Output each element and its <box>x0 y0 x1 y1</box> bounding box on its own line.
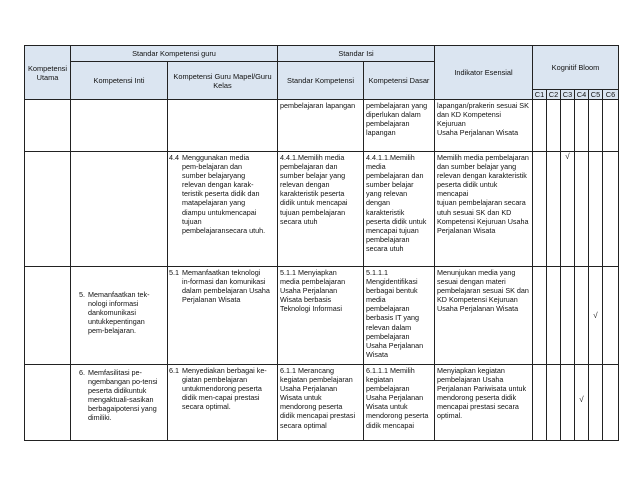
kompetensi-dasar-cell <box>364 267 435 365</box>
bloom-c3-cell <box>561 100 575 152</box>
header-indikator-esensial: Indikator Esensial <box>435 46 533 100</box>
header-bloom-c1: C1 <box>533 90 547 100</box>
standar-kompetensi-text: 5.1.1 Menyiapkan media pembelajaran Usaha Perjalanan Wisata berbasis Teknologi Informasi <box>280 268 346 314</box>
standar-kompetensi-text: 6.1.1 Merancang kegiatan pembelajaran Usaha Perjalanan Wisata untuk mendorong peserta didik mencapai prestasi secara optimal <box>280 366 356 430</box>
bloom-check-mark: √ <box>593 311 598 320</box>
kompetensi-inti-cell <box>71 267 168 365</box>
kompetensi-inti-cell <box>71 365 168 441</box>
header-standar-kompetensi-guru: Standar Kompetensi guru <box>71 46 278 62</box>
indikator-esensial-cell <box>435 100 533 152</box>
kompetensi-inti-text: Memfasilitasi pe- ngembangan po-tensi peserta didikuntuk mengaktuali-sasikan berbagaipotensi yang dimiliki. <box>88 368 158 423</box>
bloom-c1-cell <box>533 152 547 267</box>
kompetensi-inti-cell <box>71 152 168 267</box>
kompetensi-guru-text: Menggunakan media pem-belajaran dan sumber belajaryang relevan dengan karak- teristik peserta didik dan matapelajaran yang diampu untukmencapai tujuan pembelajaransecara utuh. <box>182 153 266 235</box>
bloom-c1-cell <box>533 267 547 365</box>
competency-table-sheet <box>24 45 618 441</box>
kompetensi-utama-cell <box>25 152 71 267</box>
competency-table <box>24 45 619 441</box>
indikator-esensial-text: Memilih media pembelajaran dan sumber belajar yang relevan dengan karakteristik peserta didik untuk mencapai tujuan pembelajaran secara utuh sesuai SK dan KD Kompetensi Kejuruan Usaha Perjalanan Wisata <box>437 153 529 235</box>
header-kognitif-bloom: Kognitif Bloom <box>533 46 619 90</box>
kompetensi-guru-mapel-cell <box>168 365 278 441</box>
bloom-c3-cell <box>561 267 575 365</box>
header-bloom-c2: C2 <box>547 90 561 100</box>
kompetensi-inti-text: Memanfaatkan tek- nologi informasi dankomunikasi untukkepentingan pem-belajaran. <box>88 290 150 336</box>
bloom-c4-cell <box>575 267 589 365</box>
kompetensi-utama-cell <box>25 267 71 365</box>
kompetensi-dasar-cell <box>364 152 435 267</box>
bloom-c2-cell <box>547 365 561 441</box>
bloom-c6-cell <box>603 365 619 441</box>
kompetensi-guru-text: Memanfaatkan teknologi in-formasi dan komunikasi dalam pembelajaran Usaha Perjalanan Wisata <box>182 268 270 305</box>
kompetensi-dasar-text: 4.4.1.1.Memilih media pembelajaran dan sumber belajar yang relevan dengan karakteristik peserta didik untuk mencapai tujuan pembelajaran secara utuh <box>366 153 427 253</box>
bloom-c6-cell <box>603 152 619 267</box>
bloom-c1-cell <box>533 100 547 152</box>
header-bloom-c6: C6 <box>603 90 619 100</box>
kompetensi-inti-number: 6. <box>79 368 85 377</box>
bloom-check-mark: √ <box>579 395 584 404</box>
indikator-esensial-cell <box>435 365 533 441</box>
bloom-c1-cell <box>533 365 547 441</box>
indikator-esensial-text: Menyiapkan kegiatan pembelajaran Usaha Perjalanan Pariwisata untuk mendorong peserta didik mencapai prestasi secara optimal. <box>437 366 527 421</box>
kompetensi-dasar-text: pembelajaran yang diperlukan dalam pembelajaran lapangan <box>366 101 428 138</box>
header-bloom-c4: C4 <box>575 90 589 100</box>
kompetensi-guru-number: 4.4 <box>169 153 179 162</box>
indikator-esensial-cell <box>435 152 533 267</box>
bloom-c5-cell <box>589 267 603 365</box>
bloom-c2-cell <box>547 267 561 365</box>
header-standar-kompetensi: Standar Kompetensi <box>278 62 364 100</box>
indikator-esensial-text: Menunjukan media yang sesuai dengan materi pembelajaran sesuai SK dan KD Kompetensi Kejuruan Usaha Perjalanan Wisata <box>437 268 529 314</box>
table-row <box>25 100 619 152</box>
bloom-c3-cell <box>561 365 575 441</box>
bloom-c6-cell <box>603 267 619 365</box>
header-kompetensi-guru-mapel: Kompetensi Guru Mapel/Guru Kelas <box>168 62 278 100</box>
header-kompetensi-inti: Kompetensi Inti <box>71 62 168 100</box>
kompetensi-guru-number: 5.1 <box>169 268 179 277</box>
bloom-c4-cell <box>575 365 589 441</box>
kompetensi-guru-mapel-cell <box>168 100 278 152</box>
header-standar-isi: Standar Isi <box>278 46 435 62</box>
standar-kompetensi-cell <box>278 267 364 365</box>
kompetensi-guru-mapel-cell <box>168 152 278 267</box>
header-bloom-c3: C3 <box>561 90 575 100</box>
bloom-c5-cell <box>589 100 603 152</box>
header-kompetensi-utama: Kompetensi Utama <box>25 46 71 100</box>
kompetensi-inti-cell <box>71 100 168 152</box>
kompetensi-dasar-cell <box>364 365 435 441</box>
kompetensi-inti-number: 5. <box>79 290 85 299</box>
kompetensi-utama-cell <box>25 365 71 441</box>
kompetensi-guru-mapel-cell <box>168 267 278 365</box>
indikator-esensial-text: lapangan/prakerin sesuai SK dan KD Kompetensi Kejuruan Usaha Perjalanan Wisata <box>437 101 529 138</box>
table-row <box>25 152 619 267</box>
header-bloom-c5: C5 <box>589 90 603 100</box>
kompetensi-dasar-text: 6.1.1.1 Memilih kegiatan pembelajaran Usaha Perjalanan Wisata untuk mendorong peserta didik mencapai <box>366 366 429 430</box>
kompetensi-dasar-cell <box>364 100 435 152</box>
bloom-c3-cell <box>561 152 575 267</box>
bloom-c4-cell <box>575 100 589 152</box>
standar-kompetensi-cell <box>278 152 364 267</box>
standar-kompetensi-cell <box>278 100 364 152</box>
bloom-c2-cell <box>547 100 561 152</box>
bloom-c5-cell <box>589 152 603 267</box>
standar-kompetensi-cell <box>278 365 364 441</box>
standar-kompetensi-text: 4.4.1.Memilih media pembelajaran dan sumber belajar yang relevan dengan karakteristik peserta didik untuk mencapai tujuan pembelajaran secara utuh <box>280 153 348 226</box>
table-row <box>25 267 619 365</box>
bloom-check-mark: √ <box>565 152 570 161</box>
bloom-c6-cell <box>603 100 619 152</box>
kompetensi-guru-text: Menyediakan berbagai ke- giatan pembelajaran untukmendorong peserta didik men-capai prestasi secara optimal. <box>182 366 267 412</box>
kompetensi-guru-number: 6.1 <box>169 366 179 375</box>
bloom-c5-cell <box>589 365 603 441</box>
standar-kompetensi-text: pembelajaran lapangan <box>280 101 356 110</box>
kompetensi-dasar-text: 5.1.1.1 Mengidentifikasi berbagai bentuk media pembelajaran berbasis IT yang relevan dalam pembelajaran Usaha Perjalanan Wisata <box>366 268 424 359</box>
bloom-c2-cell <box>547 152 561 267</box>
bloom-c4-cell <box>575 152 589 267</box>
table-row <box>25 365 619 441</box>
kompetensi-utama-cell <box>25 100 71 152</box>
header-kompetensi-dasar: Kompetensi Dasar <box>364 62 435 100</box>
indikator-esensial-cell <box>435 267 533 365</box>
